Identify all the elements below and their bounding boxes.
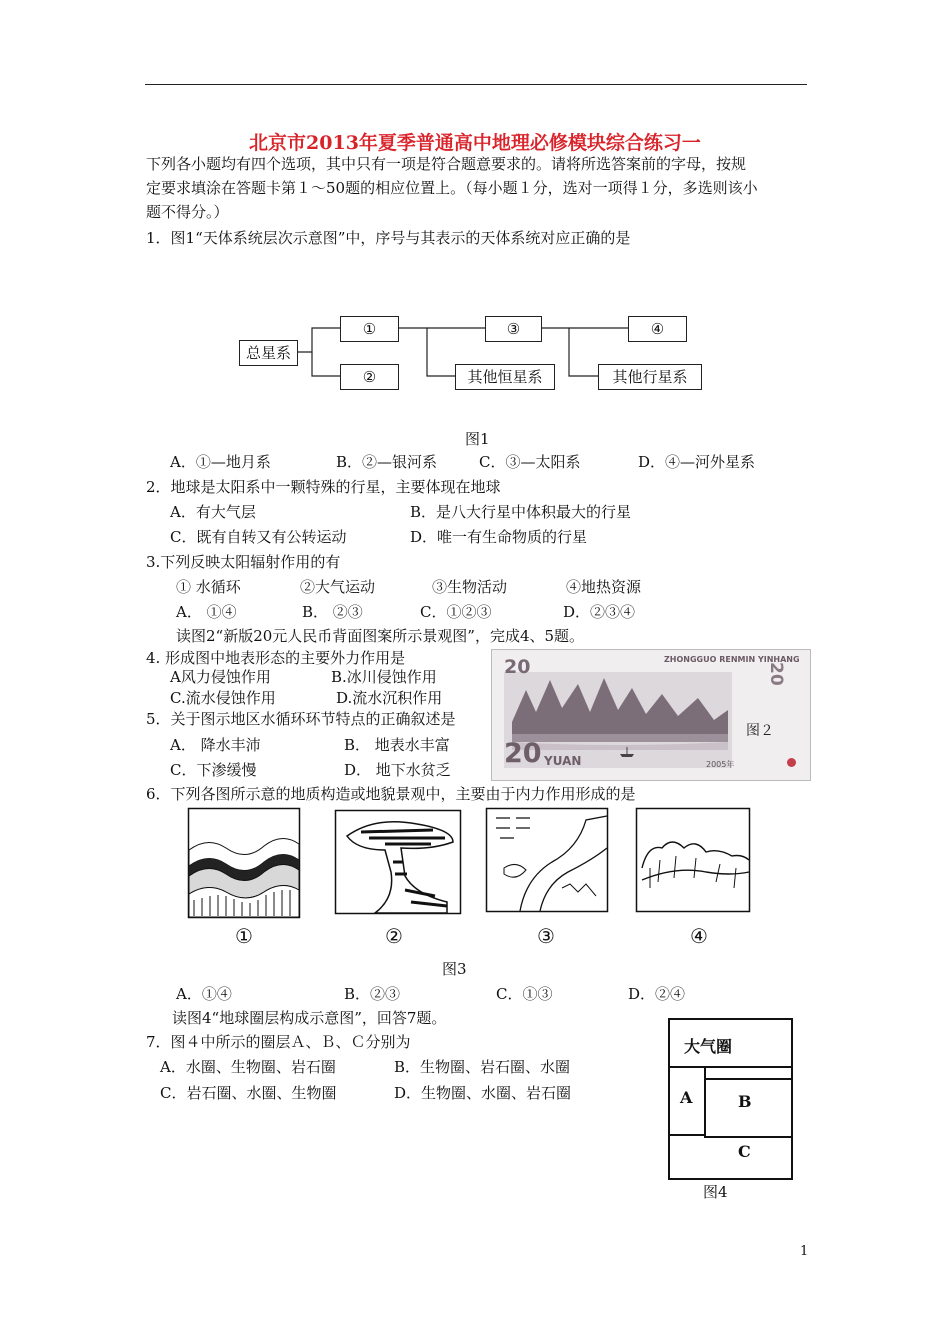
banknote-value-top: 20 (504, 656, 531, 678)
banknote-value-side: 20 (766, 662, 786, 686)
read-figure4-instruction: 读图4“地球圈层构成示意图”，回答7题。 (172, 1009, 447, 1027)
page-title: 北京市2013年夏季普通高中地理必修模块综合练习一 (249, 132, 701, 154)
q4-option-c: C.流水侵蚀作用 (170, 689, 276, 707)
banknote-unit: YUAN (544, 754, 582, 768)
q3-option-d: D．②③④ (563, 603, 636, 621)
figure3-panel-4-faulted-mountains (636, 808, 750, 912)
banknote-emblem (787, 758, 796, 767)
q3-item-4: ④地热资源 (566, 578, 642, 596)
q4-option-b: B.冰川侵蚀作用 (331, 668, 437, 686)
q1-stem: 1．图1“天体系统层次示意图”中，序号与其表示的天体系统对应正确的是 (146, 229, 631, 247)
sphere-atmosphere-label: 大气圈 (684, 1037, 733, 1056)
sphere-c-label: C (738, 1142, 751, 1161)
q1-option-d: D．④—河外星系 (638, 453, 756, 471)
q2-option-b: B．是八大行星中体积最大的行星 (410, 503, 632, 521)
figure3-label-4: ④ (690, 924, 708, 948)
figure2-caption: 图２ (746, 723, 774, 739)
q7-option-c: C．岩石圈、水圈、生物圈 (160, 1084, 337, 1102)
q2-option-c: C．既有自转又有公转运动 (170, 528, 347, 546)
q7-option-a: A．水圈、生物圈、岩石圈 (160, 1058, 336, 1076)
banknote-header: ZHONGGUO RENMIN YINHANG (664, 655, 800, 664)
q3-item-2: ②大气运动 (300, 578, 376, 596)
node-1: ① (340, 316, 399, 342)
q4-option-a: A风力侵蚀作用 (170, 668, 271, 686)
q1-option-a: A．①—地月系 (170, 453, 271, 471)
q3-option-a: A． ①④ (176, 603, 237, 621)
q2-option-a: A．有大气层 (170, 503, 256, 521)
q4-stem: 4. 形成图中地表形态的主要外力作用是 (146, 649, 406, 667)
q6-option-c: C．①③ (496, 985, 553, 1003)
q1-option-b: B．②—银河系 (336, 453, 438, 471)
intro-line-2: 定要求填涂在答题卡第１～50题的相应位置上。（每小题１分，选对一项得１分，多选则该小 (146, 179, 758, 197)
figure3-label-3: ③ (537, 924, 555, 948)
q1-option-c: C．③—太阳系 (479, 453, 581, 471)
q6-option-a: A．①④ (176, 985, 232, 1003)
figure3-caption: 图3 (442, 960, 467, 978)
figure4-caption: 图4 (703, 1183, 728, 1201)
q3-option-b: B． ②③ (302, 603, 363, 621)
node-2: ② (340, 364, 399, 390)
q5-option-b: B． 地表水丰富 (344, 736, 450, 754)
q6-option-d: D．②④ (628, 985, 686, 1003)
q7-stem: 7．图４中所示的圈层Ａ、Ｂ、Ｃ分别为 (146, 1033, 411, 1051)
sphere-a-label: A (680, 1088, 693, 1107)
q3-stem: 3.下列反映太阳辐射作用的有 (146, 553, 341, 571)
q6-option-b: B．②③ (344, 985, 401, 1003)
node-other-star-systems: 其他恒星系 (455, 364, 555, 390)
node-4: ④ (628, 316, 687, 342)
node-3: ③ (485, 316, 542, 342)
q7-option-b: B．生物圈、岩石圈、水圈 (394, 1058, 571, 1076)
q5-option-d: D． 地下水贫乏 (344, 761, 451, 779)
q3-item-1: ① 水循环 (176, 578, 241, 596)
figure3-panel-3-river-delta (486, 808, 608, 912)
q5-option-a: A． 降水丰沛 (170, 736, 261, 754)
q5-stem: 5．关于图示地区水循环环节特点的正确叙述是 (146, 710, 456, 728)
read-figure2-instruction: 读图2“新版20元人民币背面图案所示景观图”，完成4、5题。 (176, 627, 585, 645)
banknote-year: 2005年 (706, 760, 735, 769)
node-other-planetary-systems: 其他行星系 (598, 364, 702, 390)
banknote-value-bottom: 20 (504, 738, 542, 769)
figure1-caption: 图1 (465, 430, 490, 448)
q4-option-d: D.流水沉积作用 (336, 689, 443, 707)
sphere-b-label: B (738, 1092, 752, 1111)
q7-option-d: D．生物圈、水圈、岩石圈 (394, 1084, 572, 1102)
banknote-figure (491, 649, 811, 781)
intro-line-1: 下列各小题均有四个选项，其中只有一项是符合题意要求的。请将所选答案前的字母，按规 (146, 155, 747, 173)
q3-option-c: C．①②③ (420, 603, 492, 621)
page-number: 1 (800, 1244, 809, 1259)
figure4-earth-spheres (668, 1018, 793, 1180)
q3-item-3: ③生物活动 (432, 578, 508, 596)
figure3-label-1: ① (235, 924, 253, 948)
figure3-panel-1-folded-strata (188, 808, 300, 918)
node-total-galaxies: 总星系 (239, 340, 298, 366)
q5-option-c: C．下渗缓慢 (170, 761, 257, 779)
q6-stem: 6．下列各图所示意的地质构造或地貌景观中，主要由于内力作用形成的是 (146, 785, 636, 803)
figure3-label-2: ② (385, 924, 403, 948)
q2-option-d: D．唯一有生命物质的行星 (410, 528, 588, 546)
q2-stem: 2．地球是太阳系中一颗特殊的行星，主要体现在地球 (146, 478, 501, 496)
figure3-panel-2-mushroom-rock (335, 810, 461, 914)
intro-line-3: 题不得分。） (146, 203, 229, 221)
